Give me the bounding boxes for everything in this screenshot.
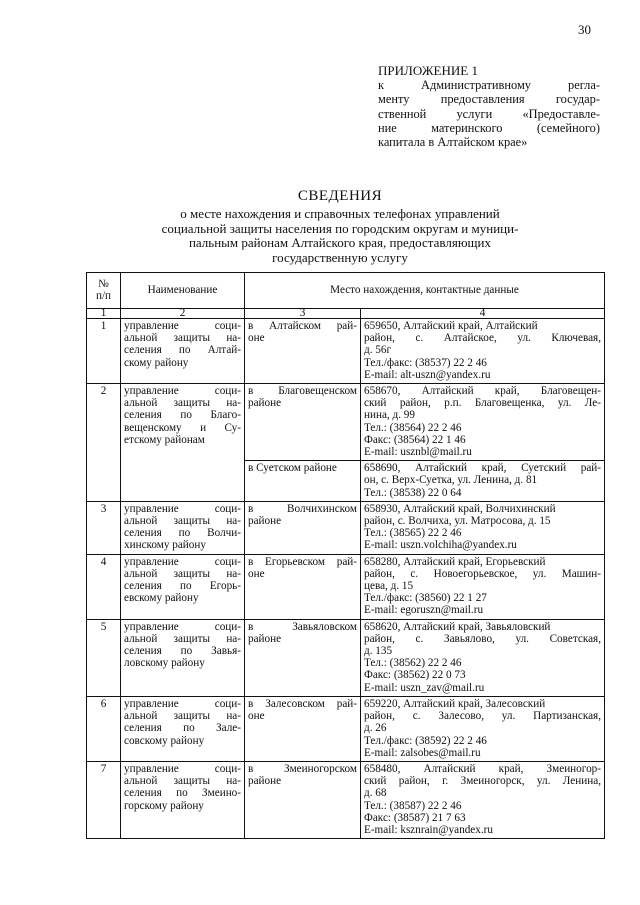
office-name-line: совскому району	[124, 734, 205, 747]
email-line: E-mail: uszn.volchiha@yandex.ru	[364, 539, 517, 552]
table-row	[87, 554, 605, 619]
district-line: в Суетском районе	[248, 462, 337, 475]
office-name-line: управление соци-	[124, 762, 241, 775]
address-line: он, с. Верх-Суетка, ул. Ленина, д. 81	[364, 474, 538, 487]
address-line: 658280, Алтайский край, Егорьевский	[364, 555, 546, 568]
address-line: район, с. Волчиха, ул. Матросова, д. 15	[364, 515, 551, 528]
office-name-line: альной защиты на-	[124, 515, 241, 528]
district	[245, 761, 361, 838]
header-num	[87, 273, 121, 309]
row-number: 5	[87, 619, 121, 696]
heading-line: государственную услугу	[272, 249, 408, 265]
office-name-line: управление соци-	[124, 385, 241, 398]
address-line: д. 135	[364, 645, 393, 658]
district-line: в Залесовском рай-	[248, 697, 357, 710]
address-line: д. 68	[364, 787, 387, 800]
appendix-line: менту предоставления государ-	[378, 92, 600, 107]
address-line: ский район, р.п. Благовещенка, ул. Ле-	[364, 397, 601, 410]
address-line: Факс: (38564) 22 1 46	[364, 433, 466, 446]
address-contacts	[361, 761, 605, 838]
appendix-line: капитала в Алтайском крае»	[378, 135, 528, 150]
office-name	[121, 384, 245, 502]
column-number: 3	[245, 309, 361, 319]
office-name	[121, 501, 245, 554]
appendix-line: ственной услуги «Предоставле-	[378, 106, 600, 121]
appendix-block	[378, 64, 600, 149]
address-line: 658480, Алтайский край, Змеиногор-	[364, 762, 601, 775]
office-name	[121, 696, 245, 761]
email-line: E-mail: egoruszn@mail.ru	[364, 604, 484, 617]
row-number: 4	[87, 554, 121, 619]
row-number: 2	[87, 384, 121, 502]
column-number: 2	[121, 309, 245, 319]
office-name-line: селения по Волчи-	[124, 527, 241, 540]
address-line: 658690, Алтайский край, Суетский рай-	[364, 462, 601, 475]
address-line: Факс: (38587) 21 7 63	[364, 811, 466, 824]
address-line: ский район, г. Змеиногорск, ул. Ленина,	[364, 775, 601, 788]
appendix-title: ПРИЛОЖЕНИЕ 1	[378, 63, 478, 78]
office-name-line: селения по Егорь-	[124, 580, 241, 593]
address-contacts	[361, 461, 605, 502]
district	[245, 501, 361, 554]
appendix-line: к Административному регла-	[378, 78, 600, 93]
office-name-line: селения по Благо-	[124, 409, 241, 422]
district-line: в Егорьевском рай-	[248, 555, 357, 568]
row-number: 7	[87, 761, 121, 838]
office-name-line: скому району	[124, 356, 189, 369]
office-name-line: горскому району	[124, 799, 204, 812]
office-name-line: селения по Алтай-	[124, 344, 241, 357]
row-number: 6	[87, 696, 121, 761]
office-name-line: альной защиты на-	[124, 567, 241, 580]
column-number: 1	[87, 309, 121, 319]
office-name-line: селения по Зале-	[124, 722, 241, 735]
office-name-line: вещенскому и Су-	[124, 421, 241, 434]
district-line: районе	[248, 515, 282, 528]
header-num-line: п/п	[95, 290, 112, 302]
district	[245, 319, 361, 384]
district-line: в Змеиногорском	[248, 762, 357, 775]
header-num-line: №	[98, 277, 109, 290]
address-line: Тел.: (38538) 22 0 64	[364, 486, 462, 499]
email-line: E-mail: uszn_zav@mail.ru	[364, 681, 485, 694]
address-line: Тел./факс: (38560) 22 1 27	[364, 592, 487, 605]
office-name-line: селения по Змеино-	[124, 787, 241, 800]
table-body	[87, 319, 605, 839]
office-name-line: ловскому району	[124, 657, 205, 670]
address-line: Тел.: (38562) 22 2 46	[364, 657, 462, 670]
office-name-line: етскому районам	[124, 433, 205, 446]
address-line: Тел.: (38587) 22 2 46	[364, 799, 462, 812]
office-name-line: альной защиты на-	[124, 775, 241, 788]
office-name-line: управление соци-	[124, 320, 241, 332]
address-line: Факс: (38562) 22 0 73	[364, 669, 466, 682]
address-contacts	[361, 554, 605, 619]
address-line: район, с. Новоегорьевское, ул. Машин-	[364, 567, 601, 580]
address-line: район, с. Залесово, ул. Партизанская,	[364, 710, 601, 723]
email-line: E-mail: usznbl@mail.ru	[364, 446, 472, 459]
district-line: оне	[248, 567, 265, 580]
heading-title: СВЕДЕНИЯ	[297, 188, 383, 204]
office-name	[121, 554, 245, 619]
district	[245, 461, 361, 502]
office-name-line: альной защиты на-	[124, 332, 241, 345]
address-line: 658620, Алтайский край, Завьяловский	[364, 620, 551, 633]
heading-line: о месте нахождения и справочных телефонах управлений	[180, 206, 500, 221]
office-name-line: селения по Завья-	[124, 645, 241, 658]
office-name-line: альной защиты на-	[124, 632, 241, 645]
address-line: д. 26	[364, 722, 387, 735]
office-name-line: управление соци-	[124, 555, 241, 568]
heading-line: пальным районам Алтайского края, предоставляющих	[188, 235, 492, 250]
district-line: оне	[248, 710, 265, 723]
table-row	[87, 696, 605, 761]
office-name-line: управление соци-	[124, 502, 241, 515]
table-row	[87, 619, 605, 696]
email-line: E-mail: zalsobes@mail.ru	[364, 746, 481, 759]
address-contacts	[361, 501, 605, 554]
office-name	[121, 319, 245, 384]
district	[245, 696, 361, 761]
address-line: район, с. Алтайское, ул. Ключевая,	[364, 332, 601, 345]
address-line: цева, д. 15	[364, 580, 414, 593]
address-line: 659650, Алтайский край, Алтайский	[364, 320, 538, 332]
table-row	[87, 761, 605, 838]
address-line: 658670, Алтайский край, Благовещен-	[364, 385, 601, 398]
office-name	[121, 619, 245, 696]
district-line: оне	[248, 332, 265, 345]
district-line: районе	[248, 775, 282, 788]
email-line: E-mail: ksznrain@yandex.ru	[364, 823, 493, 836]
district-line: в Волчихинском	[248, 502, 357, 515]
office-name-line: евскому району	[124, 592, 199, 605]
office-name	[121, 761, 245, 838]
row-number: 3	[87, 501, 121, 554]
office-name-line: управление соци-	[124, 697, 241, 710]
address-line: 658930, Алтайский край, Волчихинский	[364, 502, 556, 515]
offices-table	[86, 272, 605, 839]
email-line: E-mail: alt-uszn@yandex.ru	[364, 368, 491, 381]
district	[245, 384, 361, 461]
document-heading	[110, 188, 570, 265]
district-line: в Благовещенском	[248, 385, 357, 398]
page-number: 30	[578, 22, 591, 37]
address-contacts	[361, 384, 605, 461]
address-line: Тел./факс: (38537) 22 2 46	[364, 356, 487, 369]
header-location: Место нахождения, контактные данные	[245, 273, 605, 309]
address-line: нина, д. 99	[364, 409, 415, 422]
heading-line: социальной защиты населения по городским округам и муници-	[161, 220, 519, 236]
district-line: районе	[248, 397, 282, 410]
table-row	[87, 319, 605, 384]
district-line: районе	[248, 632, 282, 645]
district-line: в Алтайском рай-	[248, 320, 357, 332]
table-row	[87, 384, 605, 461]
office-name-line: альной защиты на-	[124, 397, 241, 410]
office-name-line: альной защиты на-	[124, 710, 241, 723]
office-name-line: хинскому району	[124, 539, 206, 552]
address-contacts	[361, 696, 605, 761]
address-line: Тел./факс: (38592) 22 2 46	[364, 734, 487, 747]
appendix-line: ние материнского (семейного)	[378, 120, 600, 135]
address-line: 659220, Алтайский край, Залесовский	[364, 697, 546, 710]
address-contacts	[361, 619, 605, 696]
office-name-line: управление соци-	[124, 620, 241, 633]
district-line: в Завьяловском	[248, 620, 357, 633]
district	[245, 554, 361, 619]
address-line: д. 56г	[364, 344, 392, 357]
address-contacts	[361, 319, 605, 384]
address-line: район, с. Завьялово, ул. Советская,	[364, 632, 601, 645]
row-number: 1	[87, 319, 121, 384]
address-line: Тел.: (38565) 22 2 46	[364, 527, 462, 540]
table-row	[87, 501, 605, 554]
address-line: Тел.: (38564) 22 2 46	[364, 421, 462, 434]
district	[245, 619, 361, 696]
column-number: 4	[361, 309, 605, 319]
header-name: Наименование	[121, 273, 245, 309]
